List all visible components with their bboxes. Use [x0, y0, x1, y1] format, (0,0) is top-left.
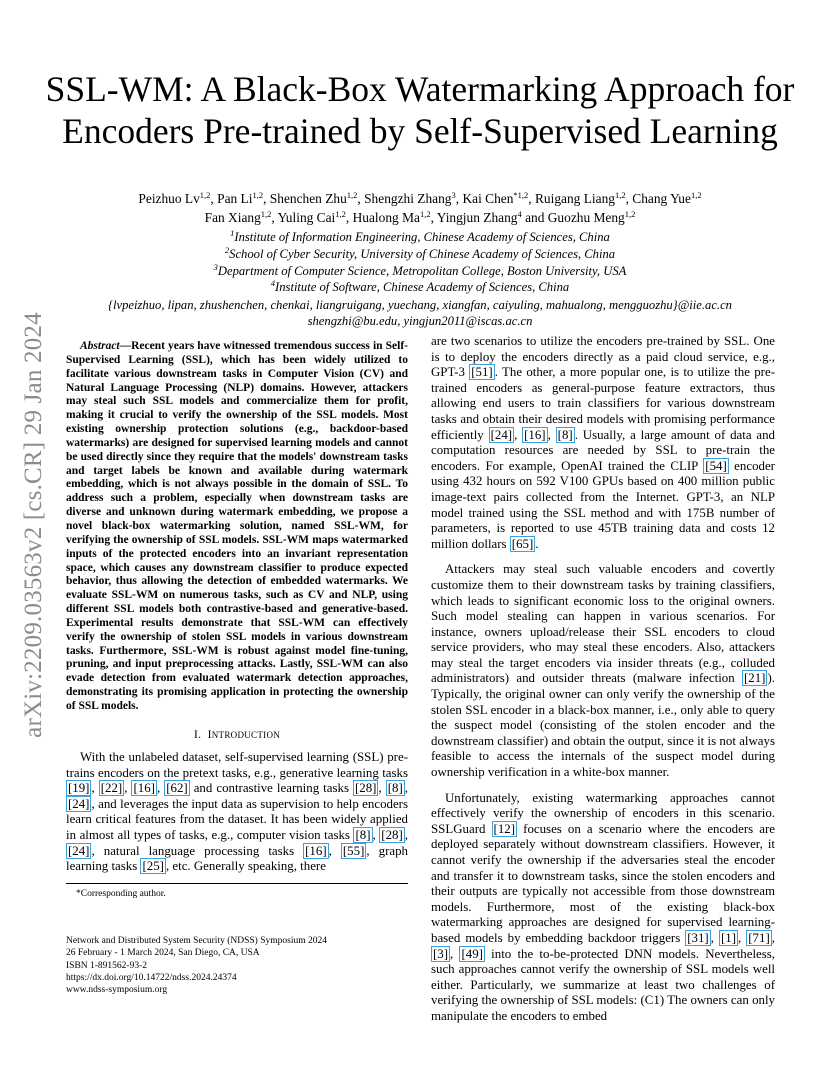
citation-link[interactable]: [55]	[342, 843, 365, 858]
affiliation-2	[40, 246, 800, 262]
affiliation-text: Department of Computer Science, Metropolitan College, Boston University, USA	[217, 264, 627, 278]
author-name: Yingjun Zhang	[436, 209, 518, 225]
affiliation-marker: 3	[213, 262, 218, 272]
conference-line: ISBN 1-891562-93-2	[66, 960, 148, 971]
affiliation-marker: 2	[224, 245, 230, 255]
citation-link[interactable]: [16]	[305, 843, 327, 858]
arxiv-stamp	[13, 290, 55, 760]
author-affiliation-marker: 4	[517, 208, 522, 219]
citation-link[interactable]: [62]	[166, 781, 188, 796]
citation-link[interactable]: [8]	[355, 827, 371, 842]
right-column	[431, 334, 775, 1035]
author-name: Hualong Ma	[352, 209, 420, 225]
citation-link[interactable]: [16]	[133, 781, 155, 796]
citation-link[interactable]: [21]	[744, 671, 766, 686]
author-name: Fan Xiang	[204, 209, 261, 225]
affiliation-3	[40, 263, 800, 279]
arxiv-identifier[interactable]: arXiv:2209.03563v2 [cs.CR] 29 Jan 2024	[20, 312, 47, 738]
citation-link[interactable]: [25]	[142, 859, 164, 874]
author-list	[50, 190, 790, 227]
section-heading-introduction	[66, 729, 408, 741]
author-affiliation-marker: 1,2	[614, 190, 626, 200]
author-affiliation-marker: 1,2	[419, 208, 431, 219]
author-name: Shenchen Zhu	[269, 191, 347, 206]
right-paragraph-2: Attackers may steal such valuable encoders and covertly customize them to their downstream tasks by training classifiers, which leads to significant economic loss to the original owners. Such model stealing can happen in various scenarios. For instance, owners upload/release their SSL encoders to cloud service providers, who may steal these encoders. Also, attackers may steal the target encoders via insider threats (e.g., colluded administrators) and outsider threats (malware infection [21] ). Typically, the original owner can only verify the ownership of the stolen SSL encoder in a black-box manner, i.e., only able to query the suspect model (consisting of the stolen encoder and the downstream classifier) and obtain the output, since it is not always feasible to access the internals of the suspect model during ownership verification in a white-box manner.	[431, 562, 775, 780]
abstract-label: Abstract	[80, 340, 120, 352]
title-line-2: Encoders Pre-trained by Self-Supervised Learning	[62, 111, 778, 151]
right-paragraph-1: are two scenarios to utilize the encoders pre-trained by SSL. One is to deploy the encoders directly as a paid cloud service, e.g., GPT-3 [51] . The other, a more popular one, is to utilize the pre-trained encoders as general-purpose feature extractors, thus allowing end users to train classifiers for various downstream tasks and obtain their desired models with promising performance efficiently [24] , [16] , [8] . Usually, a large amount of data and computation resources are needed by SSL to pre-train the encoders. For example, OpenAI trained the CLIP [54] encoder using 432 hours on 592 V100 GPUs based on 400 million public image-text pairs collected from the Internet. GPT-3, an NLP model trained using the SSL method and with 175B number of parameters, is reported to use 45TB training data and costs 12 million dollars [65] .	[431, 334, 775, 551]
conference-website-link[interactable]: www.ndss-symposium.org	[66, 985, 168, 996]
title-line-1: SSL-WM: A Black-Box Watermarking Approach for	[45, 69, 795, 109]
author-affiliation-marker: 1,2	[346, 190, 358, 200]
citation-link[interactable]: [8]	[557, 427, 573, 442]
section-number: I.	[193, 729, 202, 741]
citation-link[interactable]: [1]	[720, 930, 737, 945]
right-paragraph-3: Unfortunately, existing watermarking approaches cannot effectively verify the ownership of encoders in this scenario. SSLGuard [12] focuses on a scenario where the encoders are deployed separately without downstream classifiers. However, it cannot verify the ownership if the adversaries steal the encoder and transfer it to downstream tasks, since the stolen encoders and their outputs are typically not accessible from those downstream models. Furthermore, most of the existing black-box watermarking approaches are designed for supervised learning-based models by embedding backdoor triggers [31] , [1] , [71] , [3] , [49] into the to-be-protected DNN models. Nevertheless, such approaches cannot verify the ownership of SSL models well either. Particularly, we summarize at least two challenges of verifying the ownership of SSL models: (C1) The owners can only manipulate the encoders to embed	[431, 790, 775, 1023]
author-affiliation-marker: 1,2	[199, 190, 211, 200]
affiliation-text: School of Cyber Security, University of Chinese Academy of Sciences, China	[229, 247, 616, 261]
conference-info	[66, 935, 327, 996]
author-name: Shengzhi Zhang	[364, 191, 452, 206]
abstract-text: Recent years have witnessed tremendous success in Self-Supervised Learning (SSL), which has been widely utilized to facilitate various downstream tasks in Computer Vision (CV) and Natural Language Processing (NLP) domains. However, attackers may steal such SSL models and commercialize them for profit, making it crucial to verify the ownership of the SSL models. Most existing ownership protection solutions (e.g., backdoor-based watermarks) are designed for supervised learning models and cannot be used directly since they require that the models' downstream tasks and target labels be known and available during watermark embedding, which is not always possible in the domain of SSL. To address such a problem, especially when downstream tasks are diverse and unknown during watermark embedding, we propose a novel black-box watermarking solution, named SSL-WM, for verifying the ownership of SSL models. SSL-WM maps watermarked inputs of the protected encoders into an invariant representation space, which causes any downstream classifier to produce expected behavior, thus allowing the detection of embedded watermarks. We evaluate SSL-WM on numerous tasks, such as CV and NLP, using different SSL models both contrastive-based and generative-based. Experimental results demonstrate that SSL-WM can effectively verify the ownership of stolen SSL models in various downstream tasks. Furthermore, SSL-WM is robust against model fine-tuning, pruning, and input preprocessing attacks. Lastly, SSL-WM can also evade detection from evaluated watermark detection approaches, demonstrating its promising application in protecting the ownership of SSL models.	[66, 340, 408, 712]
author-affiliation-marker: 1,2	[624, 208, 636, 219]
affiliation-marker: 1	[230, 228, 235, 238]
author-affiliation-marker: 1,2	[335, 208, 346, 219]
citation-link[interactable]: [3]	[433, 946, 449, 961]
conference-line: Network and Distributed System Security (NDSS) Symposium 2024	[66, 936, 327, 946]
citation-link[interactable]: [22]	[100, 781, 123, 796]
citation-link[interactable]: [65]	[511, 536, 534, 551]
author-name: Kai Chen	[462, 191, 514, 206]
footnote: *Corresponding author.	[76, 889, 166, 899]
section-title-rest: NTRODUCTION	[211, 730, 281, 740]
author-name: Yuling Cai	[277, 209, 336, 225]
affiliation-4	[40, 279, 800, 295]
citation-link[interactable]: [24]	[68, 843, 90, 858]
citation-link[interactable]: [12]	[493, 821, 516, 836]
citation-link[interactable]: [28]	[354, 781, 377, 796]
author-name: Pan Li	[217, 191, 253, 206]
email-list: {lvpeizhuo, lipan, zhushenchen, chenkai, liangruigang, yuechang, xiangfan, caiyuling, mahualong, mengguozhu}@iie.ac.cn	[108, 298, 732, 312]
footnote-rule	[66, 883, 408, 884]
author-affiliation-marker: 1,2	[252, 190, 264, 200]
abstract: Abstract—Recent years have witnessed tremendous success in Self-Supervised Learning (SSL), which has been widely utilized to facilitate various downstream tasks in Computer Vision (CV) and Natural Language Processing (NLP) domains. However, attackers may steal such SSL models and commercialize them for profit, making it crucial to verify the ownership of the SSL models. Most existing ownership protection solutions (e.g., backdoor-based watermarks) are designed for supervised learning models and cannot be used directly since they require that the models' downstream tasks and target labels be known and available during watermark embedding, which is not always possible in the domain of SSL. To address such a problem, especially when downstream tasks are diverse and unknown during watermark embedding, we propose a novel black-box watermarking solution, named SSL-WM, for verifying the ownership of SSL models. SSL-WM maps watermarked inputs of the protected encoders into an invariant representation space, which causes any downstream classifier to produce expected behavior, thus allowing the detection of embedded watermarks. We evaluate SSL-WM on numerous tasks, such as CV and NLP, using different SSL models both contrastive-based and generative-based. Experimental results demonstrate that SSL-WM can effectively verify the ownership of stolen SSL models in various downstream tasks. Furthermore, SSL-WM is robust against model fine-tuning, pruning, and input preprocessing attacks. Lastly, SSL-WM can also evade detection from evaluated watermark detection approaches, demonstrating its promising application in protecting the ownership of SSL models.	[66, 340, 408, 712]
author-line-2: Fan Xiang$^{1,2}$, Yuling Cai$^{1,2}$, Hualong Ma$^{1,2}$, Yingjun Zhang$^4$ and Guozhu Meng$^{1,2}$	[204, 208, 636, 225]
citation-link[interactable]: [28]	[381, 827, 403, 842]
citation-link[interactable]: [24]	[490, 427, 513, 442]
section-title-initial: I	[207, 729, 212, 741]
citation-link[interactable]: [71]	[748, 930, 770, 945]
intro-paragraph: With the unlabeled dataset, self-supervised learning (SSL) pre-trains encoders on the pretext tasks, e.g., generative learning tasks [19] , [22] , [16] , [62] and contrastive learning tasks [28] , [8] , [24] , and leverages the input data as supervision to help encoders learn critical features from the dataset. It has been widely applied in almost all types of tasks, e.g., computer vision tasks [8] , [28] , [24] , natural language processing tasks [16] , [55] , graph learning tasks [25] , etc. Generally speaking, there	[66, 750, 408, 874]
affiliation-text: Institute of Software, Chinese Academy of Sciences, China	[275, 280, 570, 294]
author-name: Chang Yue	[632, 191, 691, 206]
email-line-1	[40, 297, 800, 313]
citation-link[interactable]: [31]	[687, 930, 709, 945]
author-affiliation-marker: 1,2	[690, 190, 702, 200]
citation-link[interactable]: [8]	[387, 781, 403, 796]
affiliation-text: Institute of Information Engineering, Chinese Academy of Sciences, China	[234, 230, 610, 244]
email-line-2	[40, 313, 800, 329]
citation-link[interactable]: [24]	[68, 796, 90, 811]
affiliation-1	[40, 229, 800, 245]
conference-line: 26 February - 1 March 2024, San Diego, CA, USA	[66, 948, 260, 959]
citation-link[interactable]: [49]	[461, 946, 483, 961]
conference-doi-link[interactable]: https://dx.doi.org/10.14722/ndss.2024.24374	[66, 972, 237, 983]
introduction-body	[66, 750, 408, 875]
author-name: Guozhu Meng	[547, 209, 625, 225]
paper-title	[40, 68, 800, 152]
author-affiliation-marker: 3	[451, 190, 456, 200]
citation-link[interactable]: [54]	[705, 458, 727, 473]
author-line-1: Peizhuo Lv$^{1,2}$, Pan Li$^{1,2}$, Shenchen Zhu$^{1,2}$, Shengzhi Zhang$^3$, Kai Chen$^{*1,2}$, Ruigang Liang$^{1,2}$, Chang Yue$^{1,2}$	[138, 190, 702, 206]
author-affiliation-marker: *1,2	[513, 190, 529, 200]
citation-link[interactable]: [16]	[524, 427, 546, 442]
author-name: Peizhuo Lv	[138, 191, 200, 206]
affiliation-marker: 4	[270, 278, 276, 288]
citation-link[interactable]: [51]	[471, 365, 493, 380]
email-list: shengzhi@bu.edu, yingjun2011@iscas.ac.cn	[307, 314, 533, 328]
author-name: Ruigang Liang	[535, 191, 615, 206]
author-affiliation-marker: 1,2	[260, 208, 272, 219]
citation-link[interactable]: [19]	[68, 781, 90, 796]
